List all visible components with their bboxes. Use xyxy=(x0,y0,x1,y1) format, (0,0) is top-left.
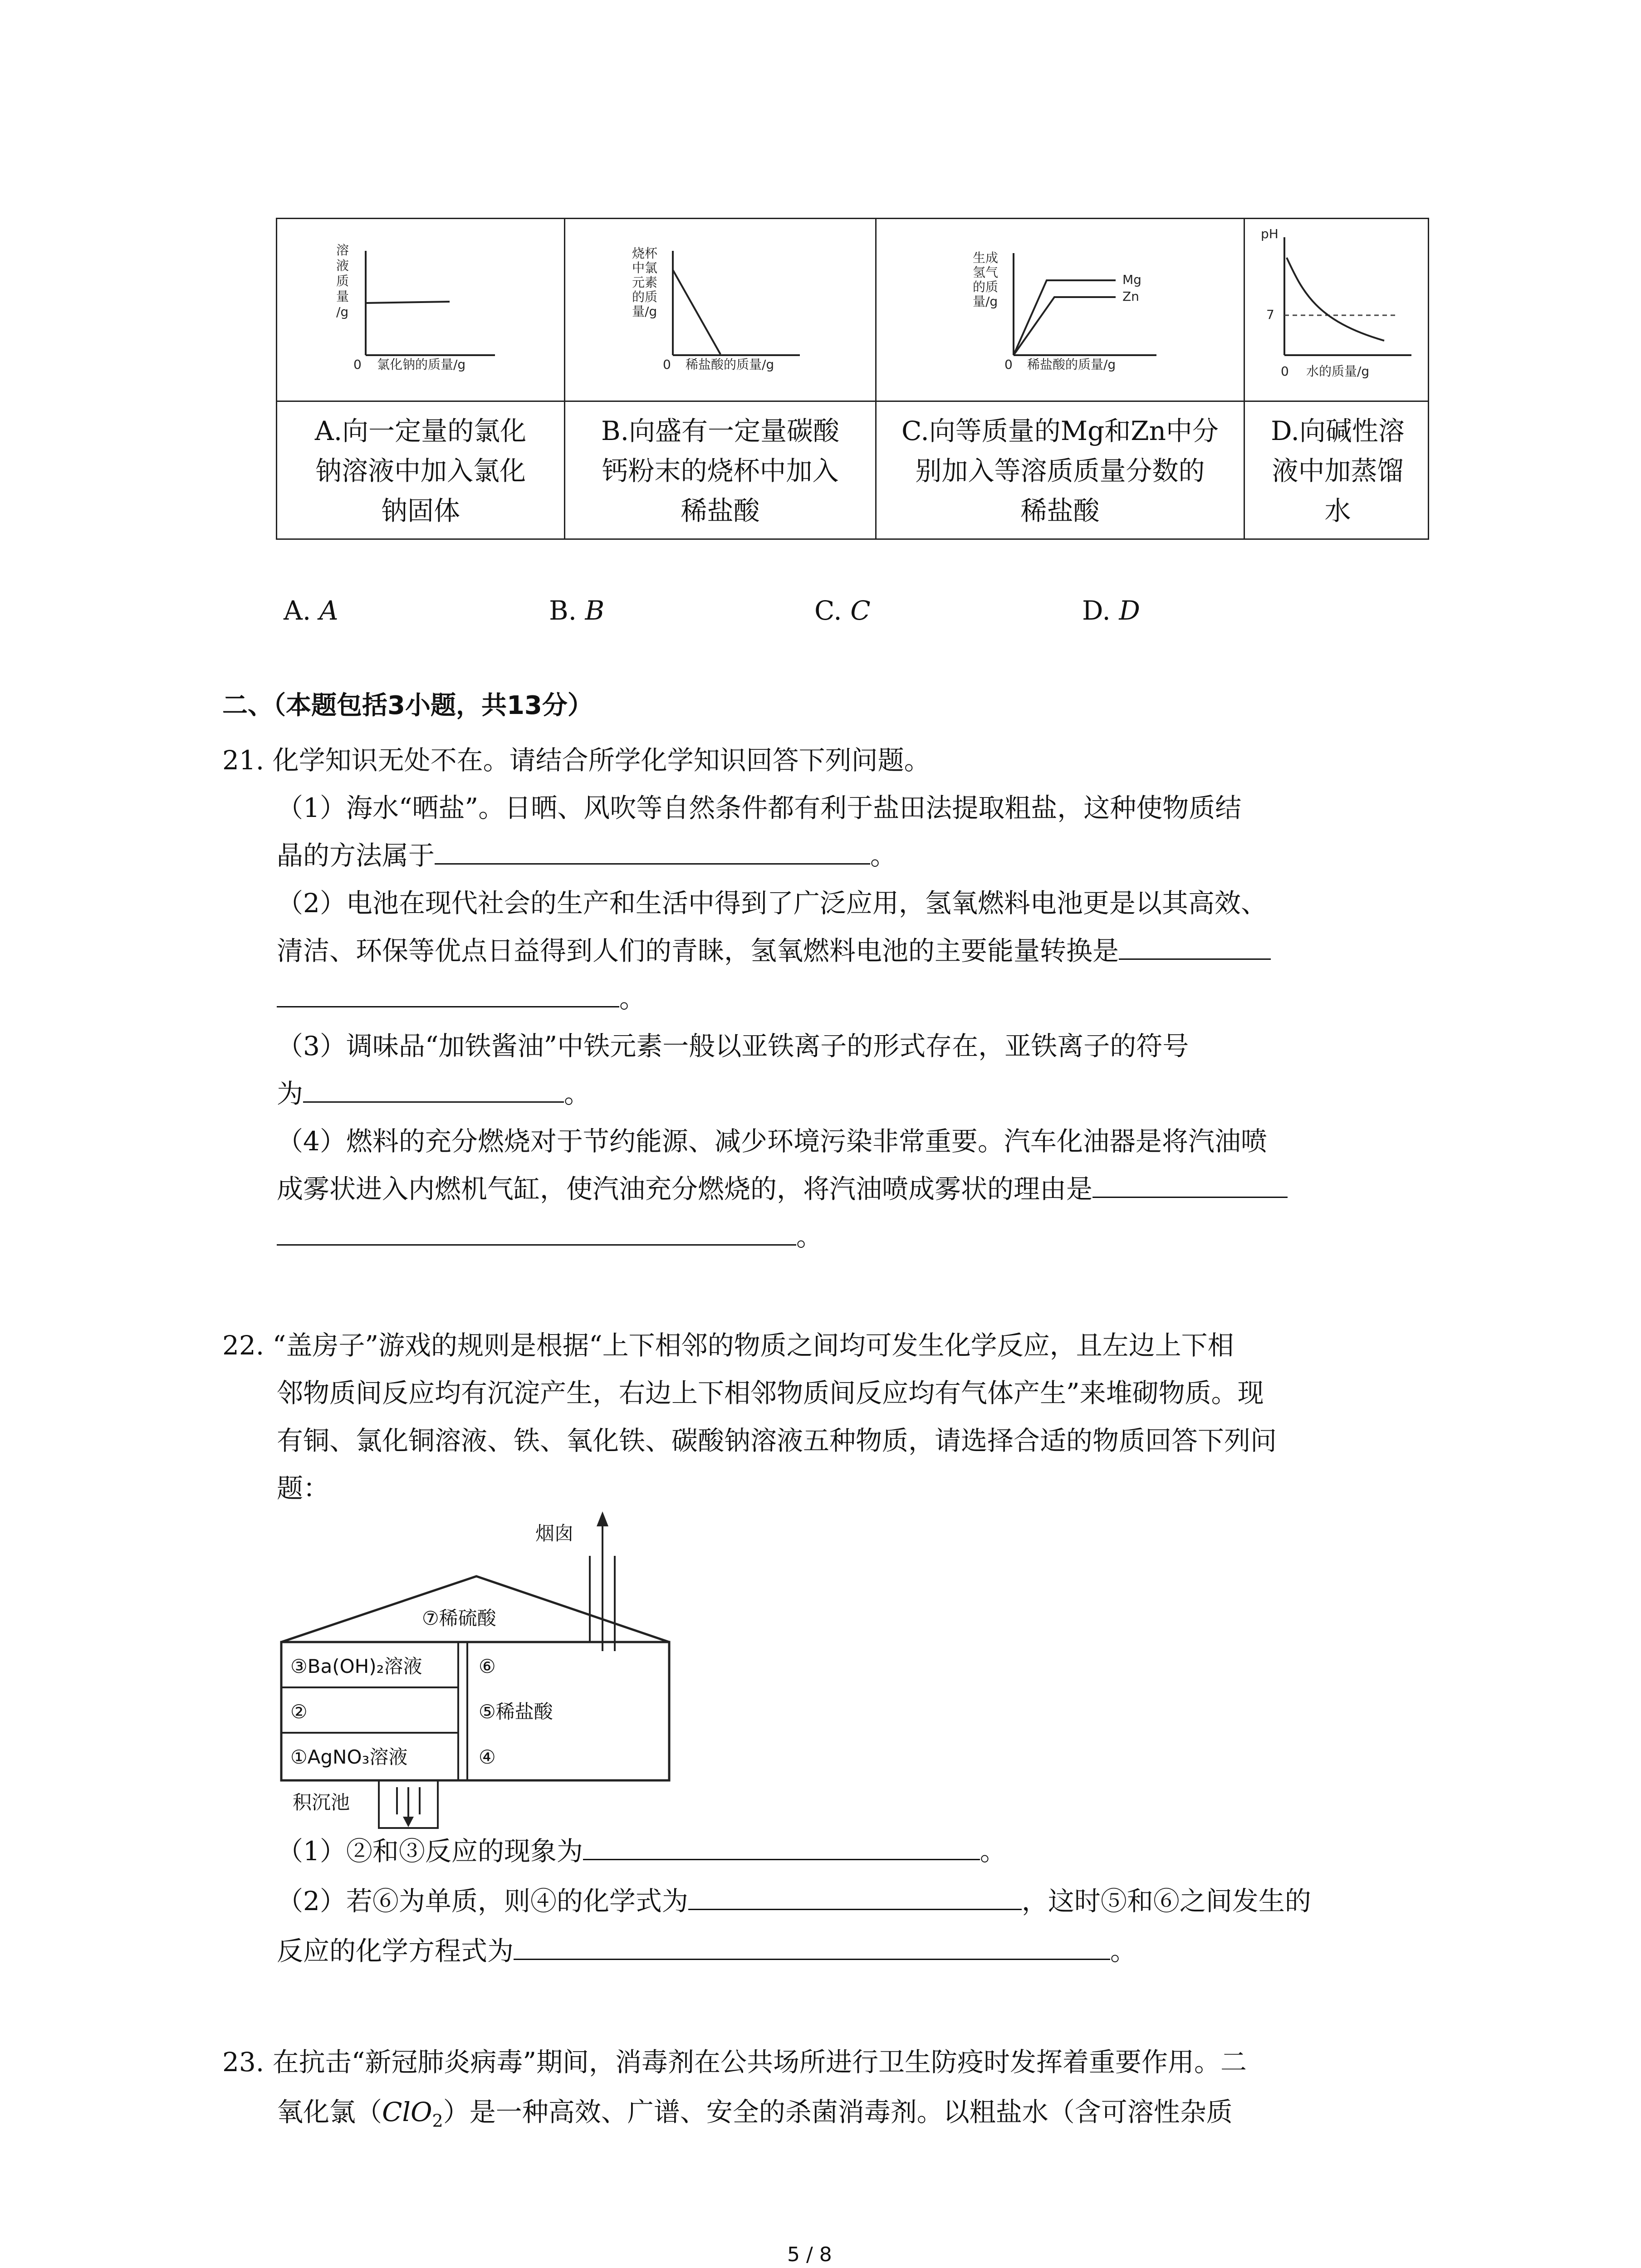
graph-c xyxy=(875,219,1244,401)
q22-answer-1[interactable] xyxy=(583,1835,980,1860)
q22-stem-2: 邻物质间反应均有沉淀产生，右边上下相邻物质间反应均有气体产生”来堆砌物质。现 xyxy=(277,1378,1264,1408)
chlorine-dioxide-formula: ClO xyxy=(382,2097,432,2127)
q21-answer-4b[interactable] xyxy=(277,1221,796,1246)
q21-answer-1[interactable] xyxy=(435,840,870,865)
q22-sub-2-line2: 反应的化学方程式为 。 xyxy=(277,1936,1137,1966)
cell-6: ⑥ xyxy=(479,1655,496,1677)
graph-a-line xyxy=(366,302,450,303)
q21-p3-line2: 为 。 xyxy=(277,1078,591,1109)
q22-answer-2a[interactable] xyxy=(688,1885,1022,1910)
graph-d-ylabel: pH xyxy=(1261,226,1279,241)
svg-text:量/g: 量/g xyxy=(632,304,657,319)
q21-answer-2b[interactable] xyxy=(277,982,619,1007)
svg-text:/g: /g xyxy=(336,304,349,319)
choice-c[interactable]: C. C xyxy=(814,595,871,626)
pool-label: 积沉池 xyxy=(293,1791,350,1813)
graph-b xyxy=(564,219,875,401)
q21-p4-line3: 。 xyxy=(277,1220,823,1253)
graph-a xyxy=(277,219,564,401)
q22-answer-2b[interactable] xyxy=(514,1935,1110,1960)
series-zn-label: Zn xyxy=(1122,289,1139,304)
q22-stem-3: 有铜、氯化铜溶液、铁、氧化铁、碳酸钠溶液五种物质，请选择合适的物质回答下列问 xyxy=(277,1425,1277,1456)
svg-text:中氯: 中氯 xyxy=(632,260,658,275)
q22-stem-1: 22. “盖房子”游戏的规则是根据“上下相邻的物质之间均可发生化学反应，且左边上下相 xyxy=(222,1330,1234,1361)
q21-p2-line2: 清洁、环保等优点日益得到人们的青睐，氢氧燃料电池的主要能量转换是 xyxy=(277,934,1271,967)
graph-d xyxy=(1244,219,1430,401)
svg-text:氢气: 氢气 xyxy=(973,265,999,280)
svg-text:0: 0 xyxy=(663,357,671,372)
q21-p4: （4）燃料的充分燃烧对于节约能源、减少环境污染非常重要。汽车化油器是将汽油喷 xyxy=(277,1126,1267,1157)
choice-d[interactable]: D. D xyxy=(1082,595,1140,626)
roof-label: ⑦稀硫酸 xyxy=(422,1607,496,1629)
graph-a-xlabel: 氯化钠的质量/g xyxy=(377,357,466,372)
q21-p1-line2: 晶的方法属于 。 xyxy=(277,840,897,871)
q22-stem-4: 题： xyxy=(277,1473,330,1504)
q21-stem: 21. 化学知识无处不在。请结合所学化学知识回答下列问题。 xyxy=(222,745,931,776)
svg-text:元素: 元素 xyxy=(632,275,658,290)
chimney-label: 烟囱 xyxy=(535,1522,574,1545)
caption-b: B.向盛有一定量碳酸 钙粉末的烧杯中加入 稀盐酸 xyxy=(601,415,840,526)
svg-text:0: 0 xyxy=(353,357,362,372)
options-table xyxy=(276,218,1429,540)
svg-text:液: 液 xyxy=(336,258,349,273)
series-zn-line xyxy=(1014,297,1116,355)
cell-5: ⑤稀盐酸 xyxy=(479,1701,553,1723)
q21-p2-line3: 。 xyxy=(277,982,646,1015)
q22-sub-2: （2）若⑥为单质，则④的化学式为 ，这时⑤和⑥之间发生的 xyxy=(277,1886,1311,1916)
q23-stem-2: 氧化氯（ClO$_2$）是一种高效、广谱、安全的杀菌消毒剂。以粗盐水（含可溶性杂质 xyxy=(277,2097,1233,2131)
svg-text:烧杯: 烧杯 xyxy=(632,246,658,261)
svg-text:的质: 的质 xyxy=(973,279,999,294)
graph-b-xlabel: 稀盐酸的质量/g xyxy=(686,357,774,372)
svg-text:量/g: 量/g xyxy=(973,294,998,309)
q21-answer-2a[interactable] xyxy=(1119,935,1271,960)
q21-p2: （2）电池在现代社会的生产和生活中得到了广泛应用，氢氧燃料电池更是以其高效、 xyxy=(277,888,1267,919)
cell-1: ①AgNO₃溶液 xyxy=(290,1746,408,1768)
q21-answer-3[interactable] xyxy=(303,1078,564,1103)
graph-d-xlabel: 水的质量/g xyxy=(1306,364,1370,379)
svg-text:0: 0 xyxy=(1004,357,1013,372)
page-number: 5 / 8 xyxy=(787,2243,832,2266)
choice-a[interactable]: A. A xyxy=(284,595,338,626)
svg-text:0: 0 xyxy=(1281,364,1289,379)
svg-text:的质: 的质 xyxy=(632,289,658,304)
series-mg-line xyxy=(1014,280,1116,355)
q22-sub-1: （1）②和③反应的现象为 。 xyxy=(277,1836,1006,1867)
q21-p4-line2: 成雾状进入内燃机气缸，使汽油充分燃烧的，将汽油喷成雾状的理由是 xyxy=(277,1173,1288,1205)
svg-text:质: 质 xyxy=(336,274,349,288)
graph-b-line xyxy=(673,270,720,354)
neutral-mark: 7 xyxy=(1266,307,1274,322)
graph-a-ylabel: 溶 xyxy=(336,243,349,258)
q21-answer-4a[interactable] xyxy=(1092,1173,1288,1198)
q23-stem-1: 23. 在抗击“新冠肺炎病毒”期间，消毒剂在公共场所进行卫生防疫时发挥着重要作用。二 xyxy=(222,2047,1247,2077)
section-title: 二、（本题包括3小题，共13分） xyxy=(222,691,593,720)
caption-a: A.向一定量的氯化 钠溶液中加入氯化 钠固体 xyxy=(314,415,527,526)
svg-text:生成: 生成 xyxy=(973,250,999,265)
svg-text:量: 量 xyxy=(336,289,349,304)
graph-c-xlabel: 稀盐酸的质量/g xyxy=(1027,357,1116,372)
caption-c: C.向等质量的Mg和Zn中分 别加入等溶质质量分数的 稀盐酸 xyxy=(901,415,1219,526)
graph-d-curve xyxy=(1287,258,1384,341)
q21-p3: （3）调味品“加铁酱油”中铁元素一般以亚铁离子的形式存在，亚铁离子的符号 xyxy=(277,1031,1189,1061)
cell-2: ② xyxy=(290,1701,308,1723)
series-mg-label: Mg xyxy=(1122,272,1141,287)
choice-b[interactable]: B. B xyxy=(549,595,605,626)
house-diagram xyxy=(277,1506,676,1833)
caption-d: D.向碱性溶 液中加蒸馏 水 xyxy=(1271,415,1405,526)
q21-p1: （1）海水“晒盐”。日晒、风吹等自然条件都有利于盐田法提取粗盐，这种使物质结 xyxy=(277,792,1242,823)
cell-4: ④ xyxy=(479,1746,496,1768)
cell-3: ③Ba(OH)₂溶液 xyxy=(290,1655,422,1677)
